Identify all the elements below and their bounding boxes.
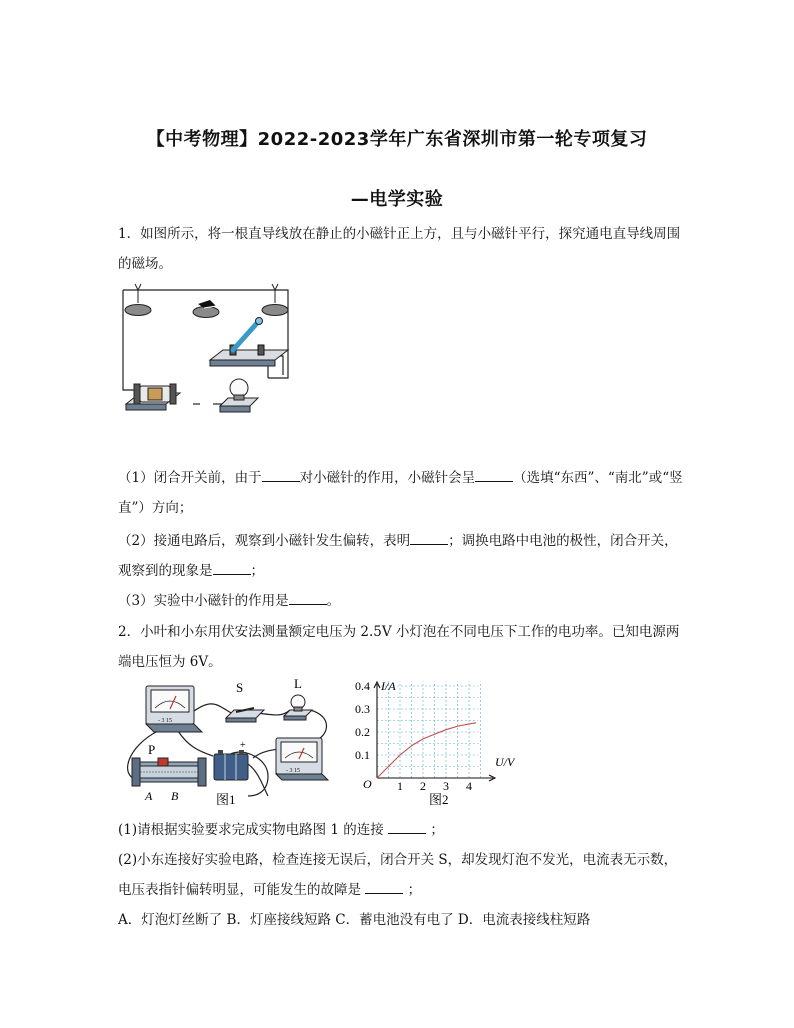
chart-y-tick-label: 0.4 [355,679,370,693]
q1-part3-text-b: 。 [326,593,341,609]
q2-sub1-blank[interactable] [388,821,426,834]
fig1-label-p: P [148,742,156,757]
q2-sub1-text-a: (1)请根据实验要求完成实物电路图 1 的连接 [118,822,389,838]
fig1-caption: 图1 [216,792,236,807]
q2-options[interactable]: A．灯泡灯丝断了 B．灯座接线短路 C．蓄电池没有电了 D．电流表接线柱短路 [118,912,591,928]
q1-switch [210,318,288,367]
q1-part1-blank1[interactable] [262,469,300,482]
fig1-label-b: B [171,789,179,803]
q1-part2-text-d: ； [250,563,264,579]
fig1-voltmeter-ticks: - 3 15 [286,768,300,774]
q1-part1-blank2[interactable] [475,469,513,482]
chart-grid [377,681,481,778]
q1-compass-left [125,284,151,316]
q1-compass-middle [193,300,219,318]
chart-x-tick-label: 4 [466,779,472,793]
chart-y-tick-label: 0.3 [355,702,370,716]
q2-figure1 [118,676,358,810]
q1-stem-line1: 1．如图所示，将一根直导线放在静止的小磁针正上方，且与小磁针平行，探究通电直导线周围 [118,226,681,242]
chart-xlabel: U/V [495,755,515,769]
q1-part2-text-c: 观察到的现象是 [118,563,213,579]
chart-x-tick-label: 1 [397,779,403,793]
fig1-label-s: S [236,680,244,695]
fig1-plus-sign: + [240,740,246,751]
chart-y-tick-label: 0.1 [355,748,370,762]
q1-part2-blank1[interactable] [410,532,448,545]
q2-sub2-line1: (2)小东连接好实验电路，检查连接无误后，闭合开关 S，却发现灯泡不发光，电流表无示数， [118,852,678,868]
chart-y-tick-label: 0.2 [355,725,370,739]
q1-part1-line1 [118,466,683,486]
chart-x-tick-label: 2 [420,779,426,793]
q1-part1-line2: 直”）方向； [118,500,193,516]
q1-part2-line2 [118,559,264,579]
q1-part2-text-b: ；调换电路中电池的极性，闭合开关， [448,533,678,549]
q1-part3-blank[interactable] [289,592,327,605]
q1-compass-right [262,284,288,316]
fig1-switch [226,680,264,722]
page-title: 【中考物理】2022-2023学年广东省深圳市第一轮专项复习 [146,129,648,150]
q1-battery [126,384,180,410]
q1-stem-line2: 的磁场。 [118,256,172,272]
fig1-rheostat [132,742,206,803]
q2-sub2-text-b: 电压表指针偏转明显，可能发生的故障是 [118,882,366,898]
q1-bulb [220,379,258,412]
fig1-label-l: L [294,676,302,691]
fig1-label-a: A [145,789,153,803]
q2-stem-line2: 端电压恒为 6V。 [118,654,222,670]
chart-ylabel: I/A [381,679,396,693]
q2-sub2-line2 [118,878,421,898]
fig2-caption: 图2 [429,792,449,807]
chart-x-tick-label: 3 [443,779,449,793]
q1-part1-text-c: （选填“东西”、“南北”或“竖 [513,470,683,486]
q2-sub2-blank[interactable] [365,881,403,894]
chart-origin: O [363,777,372,791]
chart-ticks [355,679,472,793]
page-subtitle: —电学实验 [350,189,444,210]
q1-part1-text-a: （1）闭合开关前，由于 [118,470,262,486]
fig1-voltmeter [276,738,328,780]
q1-part2-blank2[interactable] [213,562,251,575]
fig1-battery-pack [214,740,248,780]
q1-part2-text-a: （2）接通电路后，观察到小磁针发生偏转，表明 [118,533,411,549]
q1-figure [118,278,308,423]
q1-part3-text-a: （3）实验中小磁针的作用是 [118,593,289,609]
q2-figure2-chart [355,676,515,810]
chart-series-line [377,723,476,778]
fig1-bulb [284,676,312,720]
q1-part2-line1 [118,529,678,549]
q2-stem-line1: 2．小叶和小东用伏安法测量额定电压为 2.5V 小灯泡在不同电压下工作的电功率。已知电源两 [118,624,680,640]
q2-sub1-text-b: ； [426,822,444,838]
fig1-ammeter-ticks: - 3 15 [158,718,172,724]
q2-sub2-text-c: ； [403,882,422,898]
fig1-ammeter [146,686,202,732]
q1-part3 [118,589,340,609]
q1-part1-text-b: 对小磁针的作用，小磁针会呈 [299,470,476,486]
q2-sub1 [118,818,444,838]
